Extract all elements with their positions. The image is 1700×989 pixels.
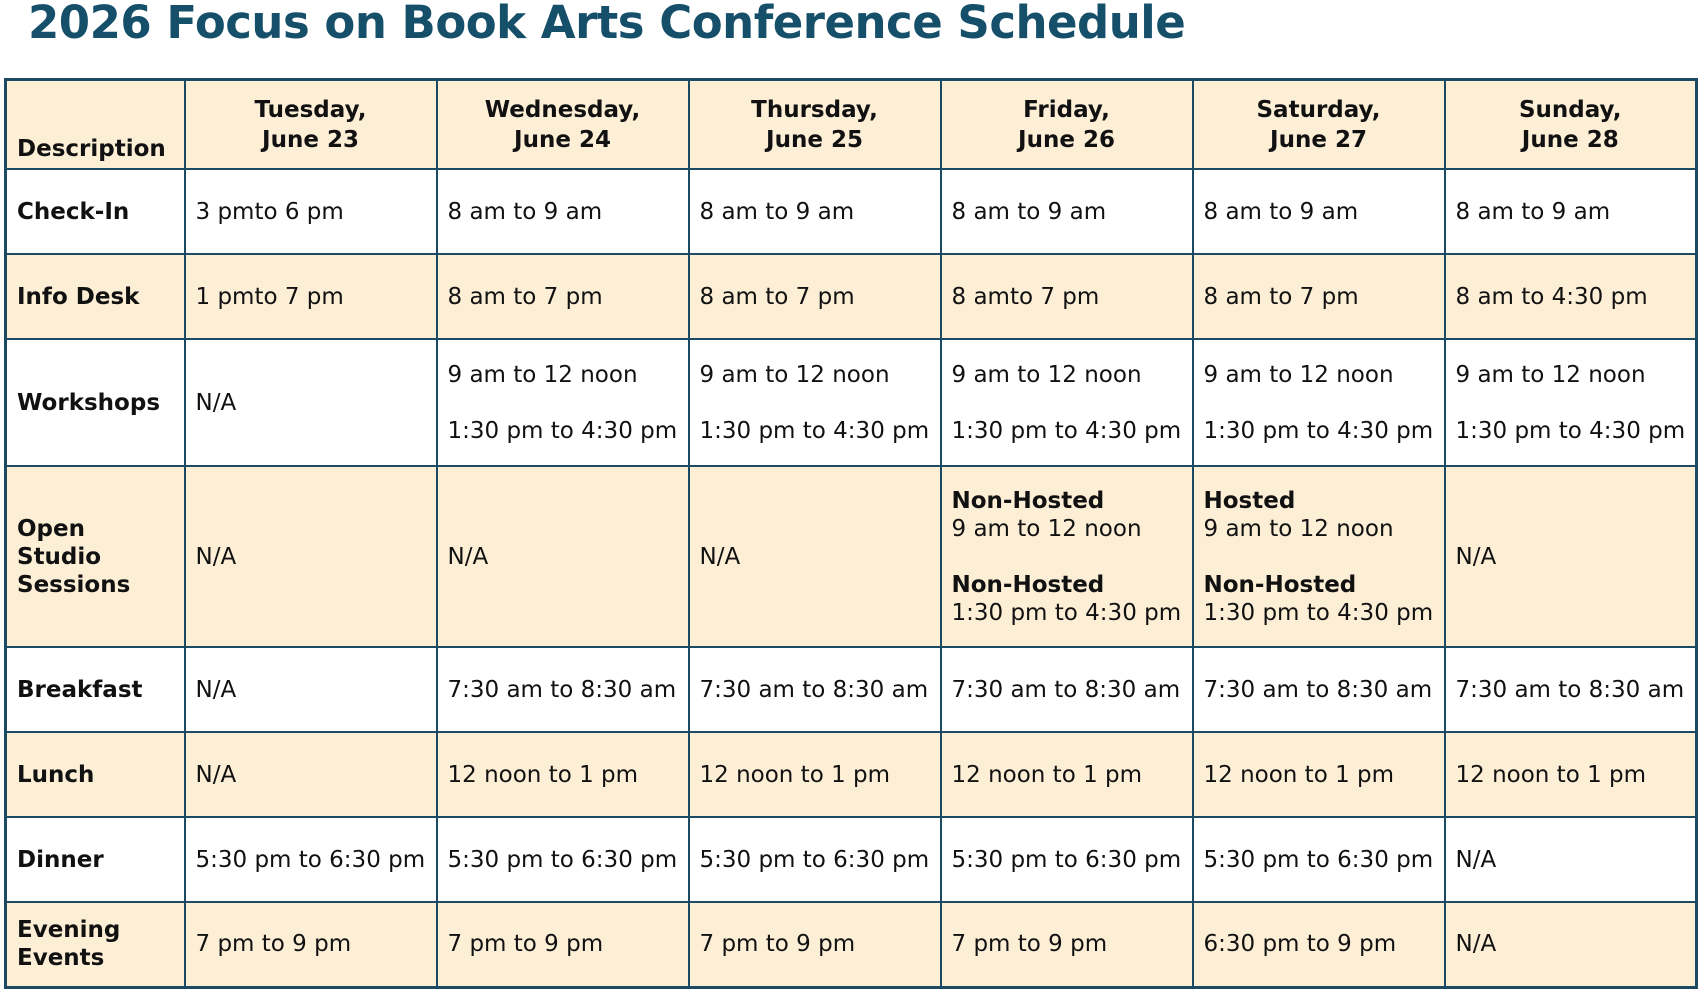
table-cell: 3 pmto 6 pm [185, 169, 437, 254]
table-cell: 8 am to 7 pm [1193, 254, 1445, 339]
row-label: Info Desk [6, 254, 185, 339]
column-header-wednesday: Wednesday, June 24 [437, 80, 689, 170]
session-type-label: Non-Hosted [951, 487, 1105, 514]
row-workshops [6, 339, 1697, 466]
table-cell: 12 noon to 1 pm [437, 732, 689, 817]
table-cell: 8 am to 9 am [689, 169, 941, 254]
row-label: Open Studio Sessions [6, 466, 185, 647]
table-cell: N/A [689, 466, 941, 647]
table-cell: 12 noon to 1 pm [1445, 732, 1697, 817]
table-cell: N/A [1445, 817, 1697, 902]
table-cell: 5:30 pm to 6:30 pm [185, 817, 437, 902]
session-type-label: Hosted [1203, 487, 1296, 514]
table-cell: 7 pm to 9 pm [185, 902, 437, 987]
table-cell: 7:30 am to 8:30 am [437, 647, 689, 732]
row-lunch [6, 732, 1697, 817]
table-cell: 8 am to 9 am [941, 169, 1193, 254]
row-label: Evening Events [6, 902, 185, 987]
column-header-saturday: Saturday, June 27 [1193, 80, 1445, 170]
table-cell: N/A [185, 339, 437, 466]
column-header-friday: Friday, June 26 [941, 80, 1193, 170]
row-label: Breakfast [6, 647, 185, 732]
table-cell: 9 am to 12 noon 1:30 pm to 4:30 pm [941, 339, 1193, 466]
table-cell: N/A [185, 466, 437, 647]
table-cell: N/A [1445, 466, 1697, 647]
table-cell: 6:30 pm to 9 pm [1193, 902, 1445, 987]
table-cell: 5:30 pm to 6:30 pm [437, 817, 689, 902]
table-cell: 7:30 am to 8:30 am [1193, 647, 1445, 732]
table-cell: 9 am to 12 noon 1:30 pm to 4:30 pm [437, 339, 689, 466]
table-cell: 7 pm to 9 pm [437, 902, 689, 987]
session-type-label: Non-Hosted [1203, 571, 1357, 598]
table-cell: 5:30 pm to 6:30 pm [689, 817, 941, 902]
column-header-tuesday: Tuesday, June 23 [185, 80, 437, 170]
table-cell: 12 noon to 1 pm [941, 732, 1193, 817]
schedule-table [4, 78, 1698, 989]
table-cell: 7:30 am to 8:30 am [1445, 647, 1697, 732]
table-cell: 7 pm to 9 pm [689, 902, 941, 987]
table-cell: 8 am to 9 am [437, 169, 689, 254]
column-header-sunday: Sunday, June 28 [1445, 80, 1697, 170]
row-label: Dinner [6, 817, 185, 902]
page-title: 2026 Focus on Book Arts Conference Schedule [28, 0, 1186, 49]
table-cell: 8 am to 9 am [1445, 169, 1697, 254]
table-cell: 8 amto 7 pm [941, 254, 1193, 339]
table-cell: 7 pm to 9 pm [941, 902, 1193, 987]
table-cell: Hosted 9 am to 12 noon Non-Hosted 1:30 pm to 4:30 pm [1193, 466, 1445, 647]
header-row [6, 80, 1697, 170]
row-dinner [6, 817, 1697, 902]
table-cell: 12 noon to 1 pm [1193, 732, 1445, 817]
row-breakfast [6, 647, 1697, 732]
session-type-label: Non-Hosted [951, 571, 1105, 598]
table-cell: 8 am to 9 am [1193, 169, 1445, 254]
table-cell: 7:30 am to 8:30 am [941, 647, 1193, 732]
row-check-in [6, 169, 1697, 254]
table-cell: N/A [185, 647, 437, 732]
column-header-thursday: Thursday, June 25 [689, 80, 941, 170]
table-cell: N/A [437, 466, 689, 647]
table-cell: 5:30 pm to 6:30 pm [1193, 817, 1445, 902]
table-cell: 7:30 am to 8:30 am [689, 647, 941, 732]
table-cell: 5:30 pm to 6:30 pm [941, 817, 1193, 902]
table-cell: N/A [1445, 902, 1697, 987]
table-cell: 9 am to 12 noon 1:30 pm to 4:30 pm [1445, 339, 1697, 466]
table-cell: 9 am to 12 noon 1:30 pm to 4:30 pm [689, 339, 941, 466]
table-cell: N/A [185, 732, 437, 817]
table-cell: 8 am to 4:30 pm [1445, 254, 1697, 339]
table-cell: 9 am to 12 noon 1:30 pm to 4:30 pm [1193, 339, 1445, 466]
row-label: Lunch [6, 732, 185, 817]
row-open-studio-sessions [6, 466, 1697, 647]
table-cell: 8 am to 7 pm [437, 254, 689, 339]
table-cell: 8 am to 7 pm [689, 254, 941, 339]
table-cell: Non-Hosted 9 am to 12 noon Non-Hosted 1:30 pm to 4:30 pm [941, 466, 1193, 647]
table-cell: 12 noon to 1 pm [689, 732, 941, 817]
table-cell: 1 pmto 7 pm [185, 254, 437, 339]
row-label: Check-In [6, 169, 185, 254]
row-evening-events [6, 902, 1697, 987]
row-label: Workshops [6, 339, 185, 466]
row-info-desk [6, 254, 1697, 339]
column-header-description: Description [6, 80, 185, 170]
